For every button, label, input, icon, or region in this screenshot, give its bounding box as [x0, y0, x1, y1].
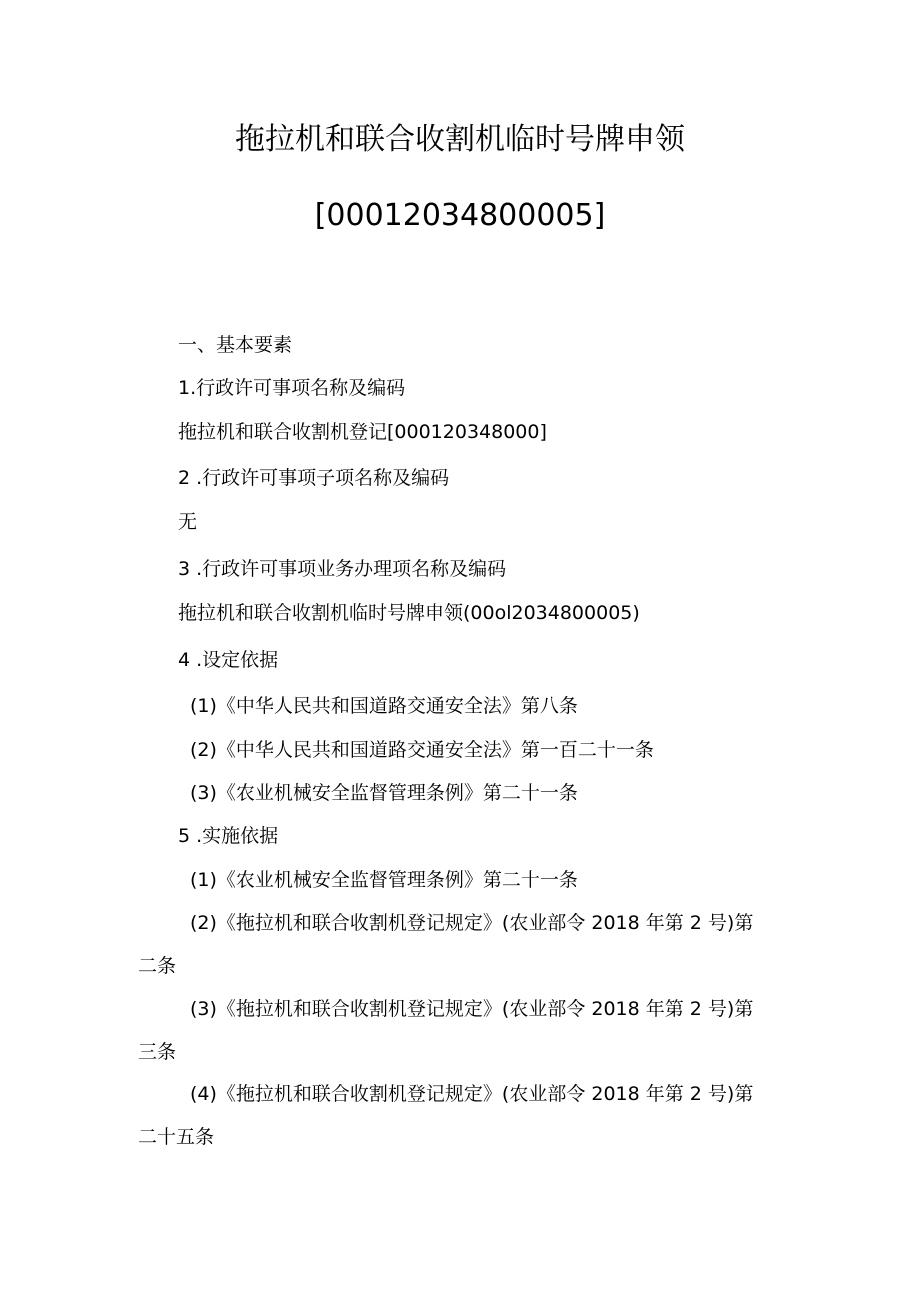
item-2-label: 2 .行政许可事项子项名称及编码	[178, 467, 450, 489]
item-5-basis-3-cont: 三条	[138, 1041, 177, 1063]
item-5-basis-3: (3)《拖拉机和联合收割机登记规定》(农业部令 2018 年第 2 号)第	[190, 998, 754, 1020]
item-5-basis-1: (1)《农业机械安全监督管理条例》第二十一条	[190, 869, 578, 891]
item-5-basis-2: (2)《拖拉机和联合收割机登记规定》(农业部令 2018 年第 2 号)第	[190, 912, 754, 934]
section-heading: 一、基本要素	[178, 334, 293, 356]
document-title: 拖拉机和联合收割机临时号牌申领	[235, 122, 685, 157]
item-1-label: 1.行政许可事项名称及编码	[178, 377, 406, 399]
item-3-label: 3 .行政许可事项业务办理项名称及编码	[178, 558, 507, 580]
item-5-basis-2-cont: 二条	[138, 955, 177, 977]
item-4-basis-2: (2)《中华人民共和国道路交通安全法》第一百二十一条	[190, 739, 654, 761]
item-2-value: 无	[178, 511, 198, 533]
document-code: [00012034800005]	[314, 198, 606, 233]
item-1-value: 拖拉机和联合收割机登记[000120348000]	[178, 421, 547, 443]
item-4-basis-1: (1)《中华人民共和国道路交通安全法》第八条	[190, 695, 578, 717]
item-5-basis-4: (4)《拖拉机和联合收割机登记规定》(农业部令 2018 年第 2 号)第	[190, 1083, 754, 1105]
item-3-value: 拖拉机和联合收割机临时号牌申领(00ol2034800005)	[178, 602, 640, 624]
item-5-basis-4-cont: 二十五条	[138, 1126, 215, 1148]
item-4-label: 4 .设定依据	[178, 649, 279, 671]
item-4-basis-3: (3)《农业机械安全监督管理条例》第二十一条	[190, 782, 578, 804]
item-5-label: 5 .实施依据	[178, 825, 279, 847]
